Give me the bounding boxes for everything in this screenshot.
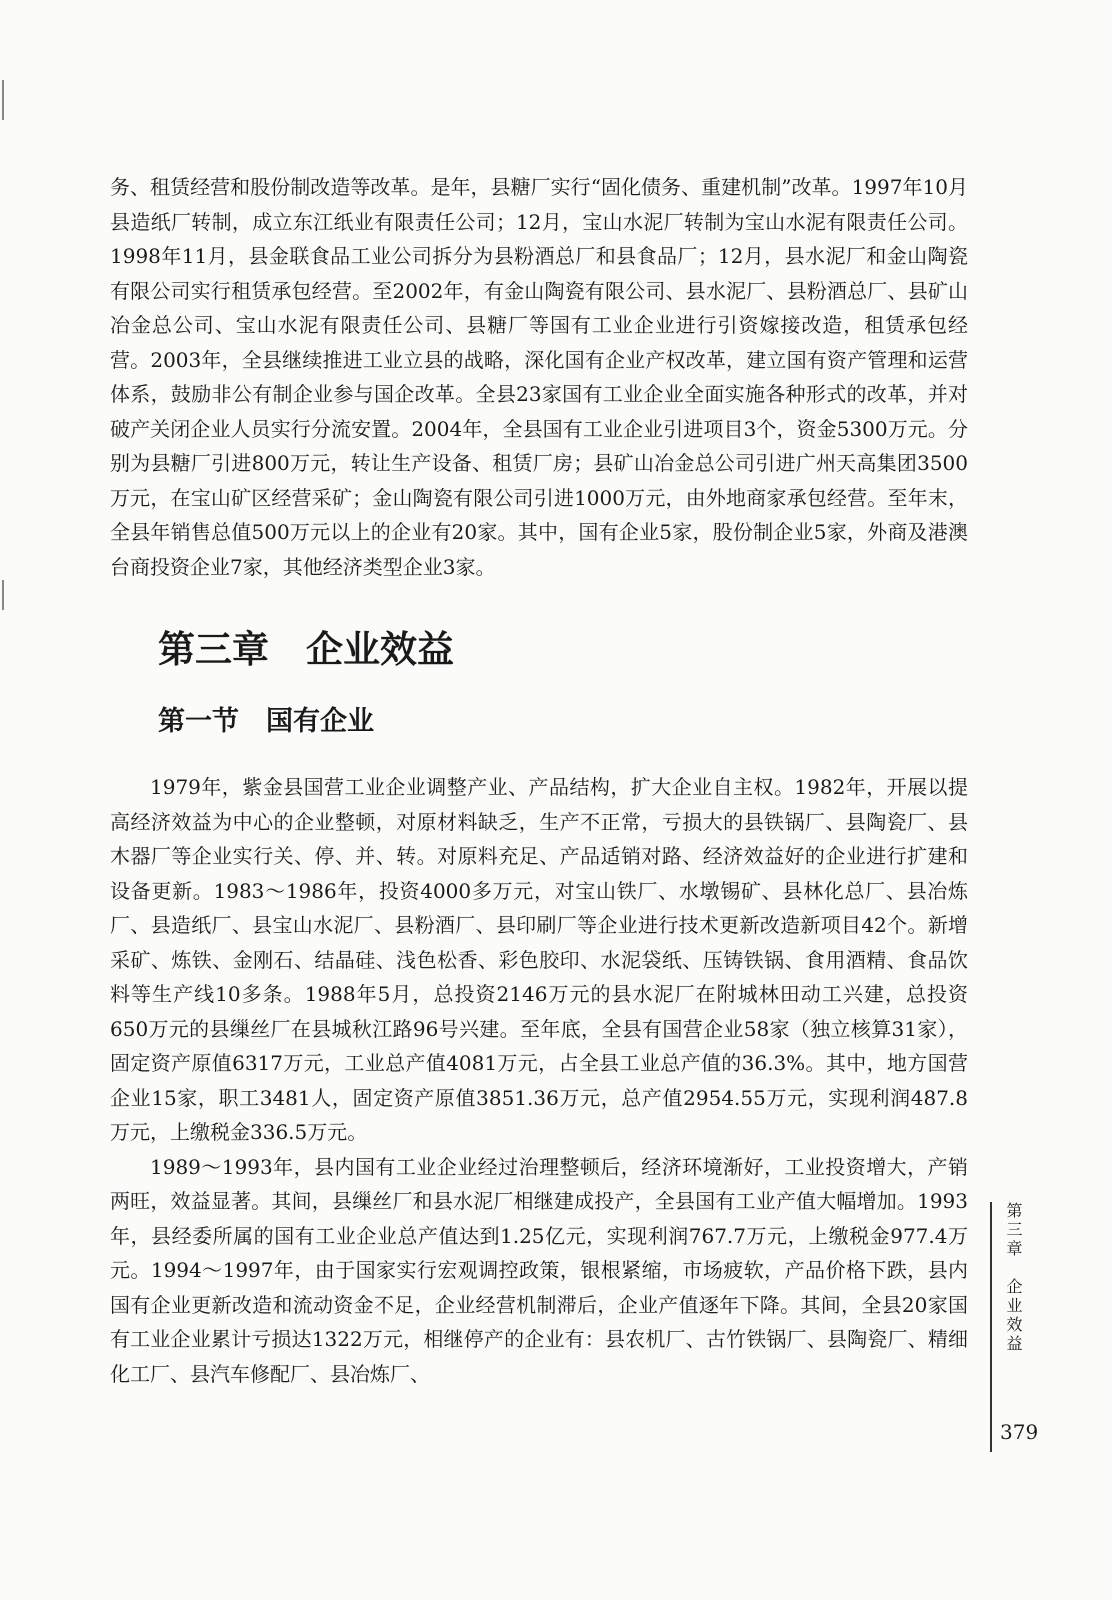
- running-head-chapter: 第三章 企业效益: [1004, 1202, 1023, 1354]
- body-text: [110, 170, 968, 1391]
- paragraph-continued: 务、租赁经营和股份制改造等改革。是年，县糖厂实行“固化债务、重建机制”改革。1997年10月县造纸厂转制，成立东江纸业有限责任公司；12月，宝山水泥厂转制为宝山水泥有限责任公司。1998年11月，县金联食品工业公司拆分为县粉酒总厂和县食品厂；12月，县水泥厂和金山陶瓷有限公司实行租赁承包经营。至2002年，有金山陶瓷有限公司、县水泥厂、县粉酒总厂、县矿山冶金总公司、宝山水泥有限责任公司、县糖厂等国有工业企业进行引资嫁接改造，租赁承包经营。2003年，全县继续推进工业立县的战略，深化国有企业产权改革，建立国有资产管理和运营体系，鼓励非公有制企业参与国企改革。全县23家国有工业企业全面实施各种形式的改革，并对破产关闭企业人员实行分流安置。2004年，全县国有工业企业引进项目3个，资金5300万元。分别为县糖厂引进800万元，转让生产设备、租赁厂房；县矿山冶金总公司引进广州天高集团3500万元，在宝山矿区经营采矿；金山陶瓷有限公司引进1000万元，由外地商家承包经营。至年末，全县年销售总值500万元以上的企业有20家。其中，国有企业5家，股份制企业5家，外商及港澳台商投资企业7家，其他经济类型企业3家。: [110, 175, 968, 579]
- scan-edge-mark: [2, 580, 4, 610]
- chapter-title: 第三章 企业效益: [158, 628, 454, 671]
- side-running-head: [990, 1202, 1054, 1452]
- page-number: 379: [1000, 1420, 1039, 1444]
- section-title: 第一节 国有企业: [158, 706, 374, 737]
- scan-edge-mark: [2, 80, 4, 120]
- paragraph: 1989～1993年，县内国有工业企业经过治理整顿后，经济环境渐好，工业投资增大，产销两旺，效益显著。其间，县缫丝厂和县水泥厂相继建成投产，全县国有工业产值大幅增加。1993年，县经委所属的国有工业企业总产值达到1.25亿元，实现利润767.7万元，上缴税金977.4万元。1994～1997年，由于国家实行宏观调控政策，银根紧缩，市场疲软，产品价格下跌，县内国有企业更新改造和流动资金不足，企业经营机制滞后，企业产值逐年下降。其间，全县20家国有工业企业累计亏损达1322万元，相继停产的企业有：县农机厂、古竹铁锅厂、县陶瓷厂、精细化工厂、县汽车修配厂、县冶炼厂、: [110, 1154, 968, 1386]
- paragraph: 1979年，紫金县国营工业企业调整产业、产品结构，扩大企业自主权。1982年，开展以提高经济效益为中心的企业整顿，对原材料缺乏，生产不正常，亏损大的县铁锅厂、县陶瓷厂、县木器厂等企业实行关、停、并、转。对原料充足、产品适销对路、经济效益好的企业进行扩建和设备更新。1983～1986年，投资4000多万元，对宝山铁厂、水墩锡矿、县林化总厂、县冶炼厂、县造纸厂、县宝山水泥厂、县粉酒厂、县印刷厂等企业进行技术更新改造新项目42个。新增采矿、炼铁、金刚石、结晶硅、浅色松香、彩色胶印、水泥袋纸、压铸铁锅、食用酒精、食品饮料等生产线10多条。1988年5月，总投资2146万元的县水泥厂在附城林田动工兴建，总投资650万元的县缫丝厂在县城秋江路96号兴建。至年底，全县有国营企业58家（独立核算31家），固定资产原值6317万元，工业总产值4081万元，占全县工业总产值的36.3%。其中，地方国营企业15家，职工3481人，固定资产原值3851.36万元，总产值2954.55万元，实现利润487.8万元，上缴税金336.5万元。: [110, 775, 968, 1144]
